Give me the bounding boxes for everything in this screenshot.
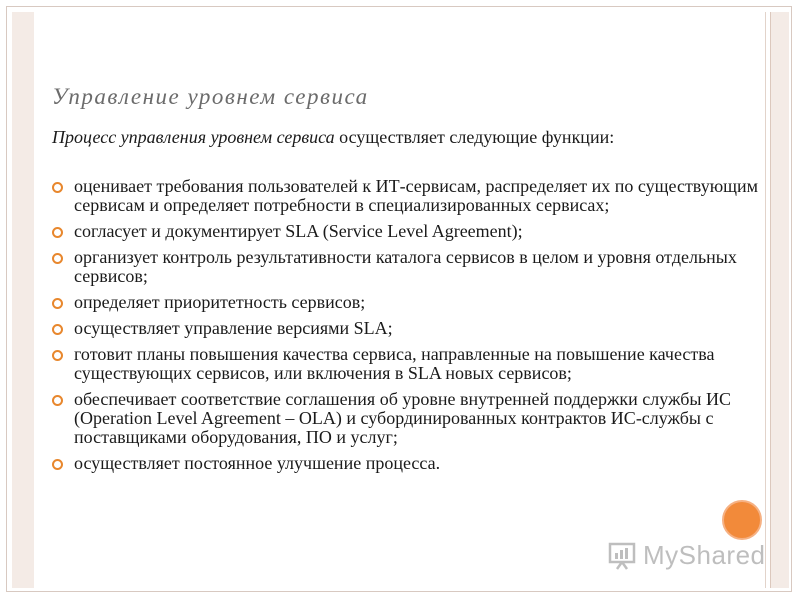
list-item <box>48 390 760 447</box>
list-item-text: оценивает требования пользователей к ИТ-сервисам, распределяет их по существующим сервисам и определяет потребности в специализированных сервисах; <box>74 176 759 215</box>
list-item <box>48 454 760 473</box>
bullet-ring-icon <box>52 182 63 193</box>
list-item-text: осуществляет управление версиями SLA; <box>74 318 393 338</box>
right-decor-strip <box>770 12 789 588</box>
bullet-ring-icon <box>52 227 63 238</box>
slide-title: Управление уровнем сервиса <box>52 84 369 109</box>
bullet-ring-icon <box>52 324 63 335</box>
orange-decor-circle <box>722 500 762 540</box>
list-item <box>48 345 760 383</box>
bullet-ring-icon <box>52 253 63 264</box>
watermark <box>607 538 766 572</box>
bullet-ring-icon <box>52 350 63 361</box>
list-item-text: готовит планы повышения качества сервиса, направленные на повышение качества существующих сервисов, или включения в SLA новых сервисов; <box>74 344 715 383</box>
right-decor-line <box>765 12 766 588</box>
left-decor-strip <box>12 12 34 588</box>
bullet-ring-icon <box>52 395 63 406</box>
list-item <box>48 293 760 312</box>
list-item <box>48 319 760 338</box>
list-item <box>48 248 760 286</box>
bullet-ring-icon <box>52 459 63 470</box>
watermark-text: MyShared <box>643 539 766 570</box>
intro-rest: осуществляет следующие функции: <box>334 127 615 147</box>
intro-italic: Процесс управления уровнем сервиса <box>52 127 335 147</box>
list-item-text: осуществляет постоянное улучшение процесса. <box>74 453 441 473</box>
list-item <box>48 177 760 215</box>
bullet-list <box>48 177 760 480</box>
list-item <box>48 222 760 241</box>
intro-paragraph <box>52 128 752 147</box>
list-item-text: согласует и документирует SLA (Service Level Agreement); <box>74 221 523 241</box>
list-item-text: организует контроль результативности каталога сервисов в целом и уровня отдельных сервисов; <box>74 247 737 286</box>
bullet-ring-icon <box>52 298 63 309</box>
list-item-text: обеспечивает соответствие соглашения об уровне внутренней поддержки службы ИС (Operation Level Agreement – OLA) и субординированных контрактов ИС-службы с поставщиками оборудования, ПО и услуг; <box>74 389 731 447</box>
presentation-board-icon <box>607 540 637 570</box>
list-item-text: определяет приоритетность сервисов; <box>74 292 366 312</box>
